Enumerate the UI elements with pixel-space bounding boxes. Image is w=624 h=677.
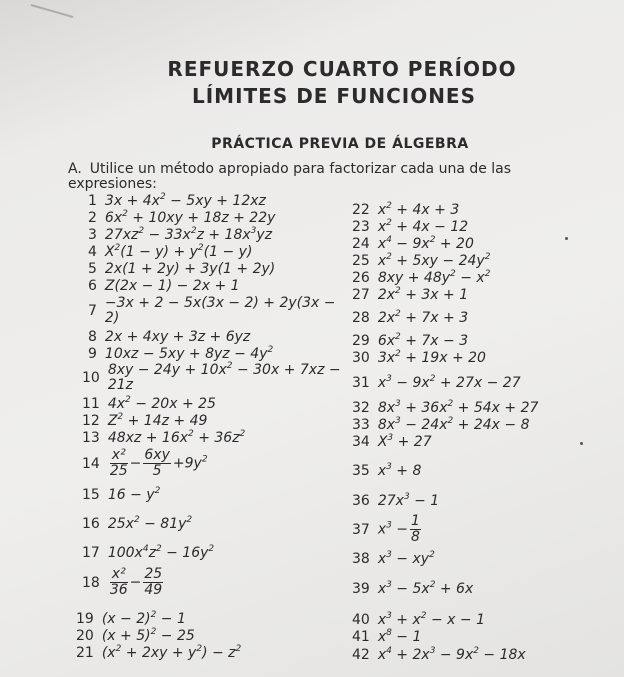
- instructions-line-1: Utilice un método apropiado para factorizar cada una de las: [89, 161, 512, 177]
- exercise-29: 29 $6x^2 + 7x - 3$: [352, 332, 469, 349]
- pencil-mark: [31, 4, 74, 18]
- exercise-21: 21 $(x^2 + 2xy + y^2) - z^2$: [76, 644, 242, 661]
- exercise-15: 15 $16 - y^2$: [82, 486, 161, 503]
- exercise-25: 25 $x^2 + 5xy - 24y^2$: [352, 252, 491, 269]
- exercise-34: 34 $X^3 + 27$: [352, 433, 432, 450]
- instructions: [68, 162, 548, 192]
- exercise-1: 1 $3x + 4x^2 - 5xy + 12xz$: [88, 192, 266, 209]
- exercise-32: 32 $8x^3 + 36x^2 + 54x + 27$: [352, 399, 539, 416]
- exercise-14: 14 $\frac{\text{x²}}{25}$ − $\frac{6xy}{5}$ $+9y^2$: [82, 447, 208, 479]
- exercise-42: 42 $x^4 + 2x^3 - 9x^2 - 18x$: [352, 646, 526, 663]
- exercise-40: 40 $x^3 + x^2 - x - 1$: [352, 611, 485, 628]
- exercise-4: 4 $X^2(1 - y) + y^2(1 - y)$: [88, 243, 253, 260]
- exercise-24: 24 $x^4 - 9x^2 + 20$: [352, 235, 474, 252]
- exercise-27: 27 $2x^2 + 3x + 1$: [352, 286, 469, 303]
- exercise-23: 23 $x^2 + 4x - 12$: [352, 218, 469, 235]
- exercise-20: 20 $(x + 5)^2 - 25$: [76, 627, 195, 644]
- exercise-28: 28 $2x^2 + 7x + 3$: [352, 309, 469, 326]
- exercise-31: 31 $x^3 - 9x^2 + 27x - 27$: [352, 374, 521, 391]
- exercise-8: 8 2x + 4xy + 3z + 6yz: [88, 329, 251, 345]
- section-title: PRÁCTICA PREVIA DE ÁLGEBRA: [211, 136, 469, 152]
- exercise-13: 13 $48xz + 16x^2 + 36z^2$: [82, 429, 246, 446]
- exercise-3: 3 $27xz^2 - 33x^2z + 18x^3yz$: [88, 226, 273, 243]
- exercise-33: 33 $8x^3 - 24x^2 + 24x - 8$: [352, 416, 530, 433]
- ink-dot: [580, 442, 583, 445]
- section-letter: A.: [68, 161, 82, 177]
- exercise-7: 7 −3x + 2 − 5x(3x − 2) + 2y(3x − 2): [88, 295, 336, 326]
- exercise-11: 11 $4x^2 - 20x + 25$: [82, 395, 216, 412]
- exercise-35: 35 $x^3 + 8$: [352, 462, 422, 479]
- exercise-38: 38 $x^3 - xy^2$: [352, 550, 435, 567]
- page-subtitle: LÍMITES DE FUNCIONES: [192, 84, 476, 108]
- ink-dot: [565, 237, 568, 240]
- exercise-9: 9 $10xz - 5xy + 8yz - 4y^2$: [88, 345, 274, 362]
- exercise-6: 6 Z(2x − 1) − 2x + 1: [88, 278, 240, 294]
- exercise-36: 36 $27x^3 - 1$: [352, 492, 440, 509]
- exercise-5: 5 2x(1 + 2y) + 3y(1 + 2y): [88, 261, 276, 277]
- exercise-10: 10 $8xy - 24y + 10x^2 - 30x + 7xz$ − 21z: [82, 361, 341, 393]
- exercise-2: 2 $6x^2 + 10xy + 18z + 22y$: [88, 209, 276, 226]
- exercise-12: 12 $Z^2 + 14z + 49$: [82, 412, 208, 429]
- exercise-16: 16 $25x^2 - 81y^2$: [82, 515, 193, 532]
- exercise-18: 18 $\frac{\text{x²}}{36}$ − $\frac{25}{49}$: [82, 566, 163, 598]
- exercise-22: 22 $x^2 + 4x + 3$: [352, 201, 460, 218]
- exercise-19: 19 $(x - 2)^2 - 1$: [76, 610, 186, 627]
- exercise-41: 41 $x^8 - 1$: [352, 628, 422, 645]
- exercise-17: 17 $100x^4z^2 - 16y^2$: [82, 544, 215, 561]
- exercise-37: 37 $x^3$ − $\frac{1}{8}$: [352, 513, 420, 545]
- instructions-line-2: expresiones:: [68, 176, 157, 192]
- page-title: REFUERZO CUARTO PERÍODO: [167, 57, 517, 81]
- exercise-26: 26 $8xy + 48y^2 - x^2$: [352, 269, 491, 286]
- exercise-30: 30 $3x^2 + 19x + 20$: [352, 349, 486, 366]
- exercise-39: 39 $x^3 - 5x^2 + 6x$: [352, 580, 474, 597]
